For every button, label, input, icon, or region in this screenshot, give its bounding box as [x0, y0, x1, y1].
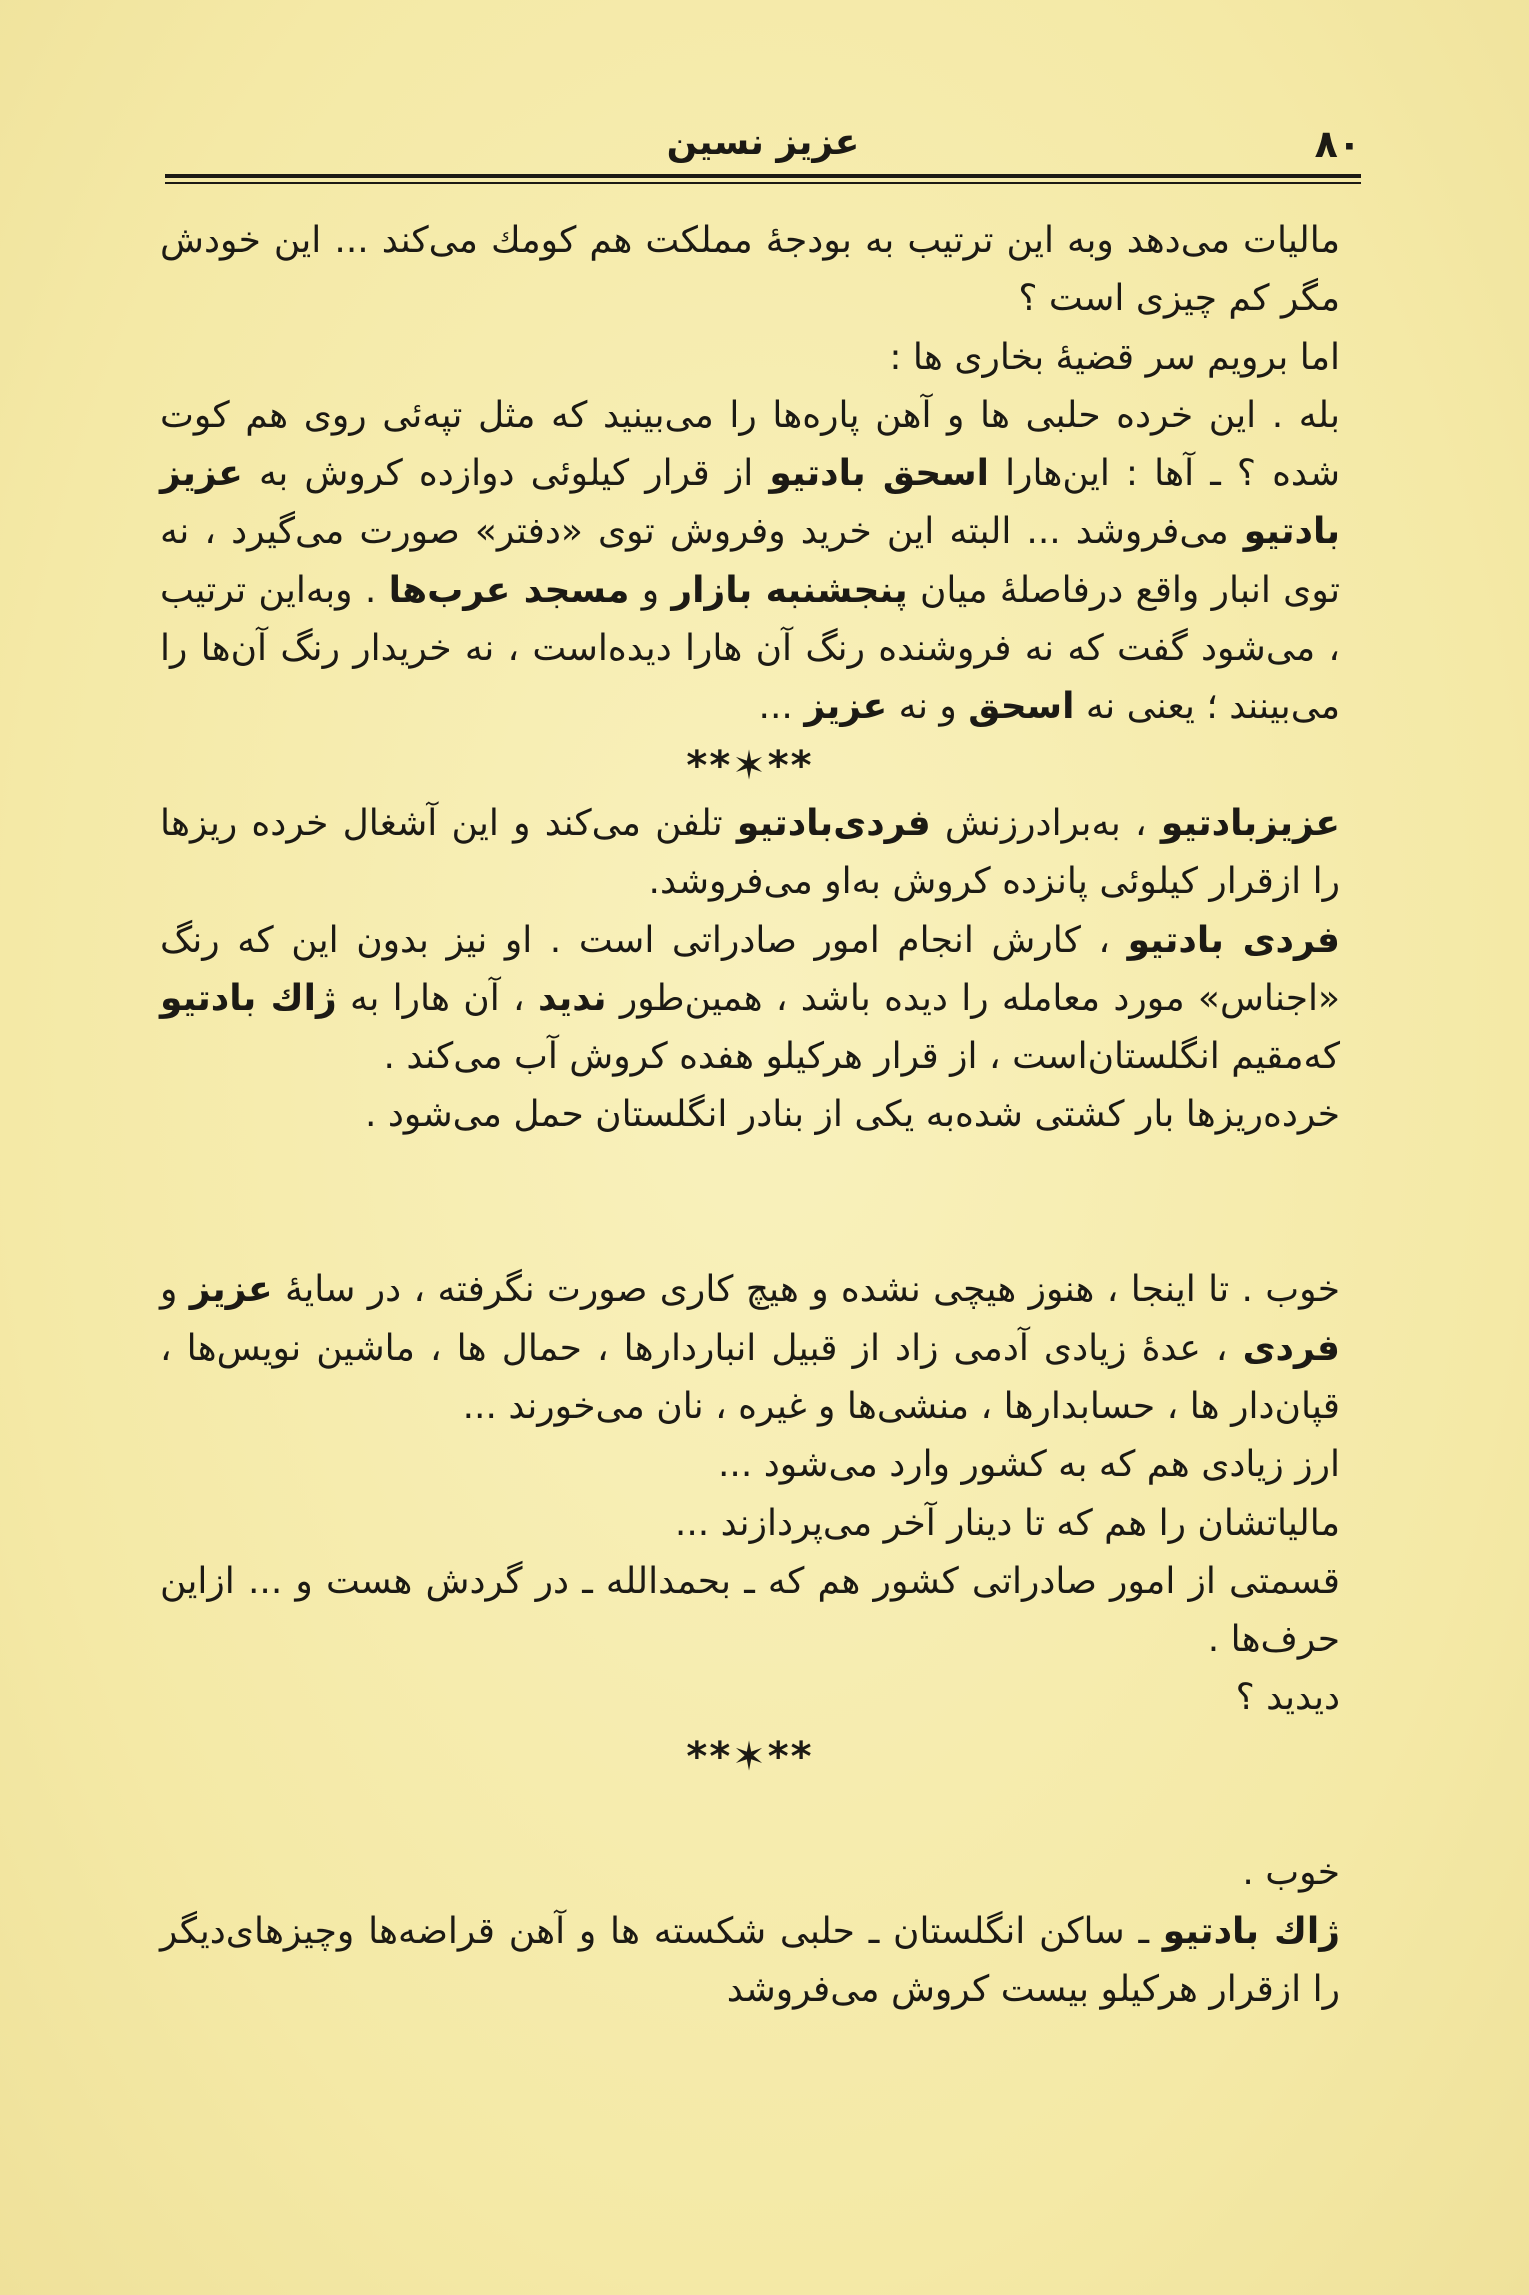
paragraph: دیدید ؟: [1235, 1677, 1340, 1719]
body-text: [160, 212, 1340, 2019]
running-title: عزیز نسین: [666, 122, 860, 163]
paragraph: خرده‌ریزها بار کشتی شده‌به یکی از بنادر انگلستان حمل می‌شود .: [364, 1094, 1340, 1136]
paragraph: مالیاتشان را هم که تا دینار آخر می‌پردازند ...: [674, 1502, 1340, 1544]
header-rule-thick: [165, 174, 1361, 178]
paragraph: فردی بادتیو ، کارش انجام امور صادراتی است . او نیز بدون این که رنگ «اجناس» مورد معامله را دیده باشد ، همین‌طور ندید ، آن هارا به ژاك بادتیو که‌مقیم انگلستان‌است ، از قرار هرکیلو هفده کروش آب می‌کند .: [160, 919, 1341, 1078]
page-number: ۸۰: [1314, 122, 1361, 166]
paragraph: خوب .: [1242, 1852, 1340, 1894]
blank-line: [160, 1786, 1340, 1844]
paragraph: قسمتی از امور صادراتی کشور هم که ـ بحمدالله ـ در گردش هست و ... ازاین حرف‌ها .: [160, 1560, 1340, 1661]
paragraph: عزیزبادتیو ، به‌برادرزنش فردی‌بادتیو تلفن می‌کند و این آشغال خرده ریزها را ازقرار کیلوئی پانزده کروش به‌او می‌فروشد.: [160, 802, 1341, 903]
paragraph: بله . این خرده حلبی ها و آهن پاره‌ها را می‌بینید که مثل تپه‌ئی روی هم کوت شده ؟ ـ آها : این‌هارا اسحق بادتیو از قرار کیلوئی دوازده کروش به عزیز بادتیو می‌فروشد ... البته این خرید وفروش توی «دفتر» صورت می‌گیرد ، نه توی انبار واقع درفاصلهٔ میان پنجشنبه بازار و مسجد عرب‌ها . وبه‌این ترتیب ، می‌شود گفت که نه فروشنده رنگ آن هارا دیده‌است ، نه خریدار رنگ آن‌ها را می‌بینند ؛ یعنی نه اسحق و نه عزیز ...: [160, 394, 1340, 728]
paragraph: خوب . تا اینجا ، هنوز هیچی نشده و هیچ کاری صورت نگرفته ، در سایهٔ عزیز و فردی ، عدهٔ زیادی آدمی زاد از قبیل انباردارها ، حمال ها ، ماشین نویس‌ها ، قپان‌دار ها ، حسابدارها ، منشی‌ها و غیره ، نان می‌خورند ...: [160, 1269, 1341, 1427]
header-rule-thin: [165, 182, 1361, 184]
paragraph: ژاك بادتیو ـ ساکن انگلستان ـ حلبی شکسته ها و آهن قراضه‌ها وچیزهای‌دیگر را ازقرار هرکیلو بیست کروش می‌فروشد: [160, 1910, 1340, 2010]
paragraph: اما برویم سر قضیهٔ بخاری ها :: [889, 336, 1340, 378]
paragraph: مالیات می‌دهد وبه این ترتیب به بودجهٔ مملکت هم کومك می‌کند ... این خودش مگر کم چیزی است ؟: [160, 220, 1340, 320]
paragraph: ارز زیادی هم که به کشور وارد می‌شود ...: [717, 1444, 1340, 1486]
page-header: [165, 122, 1361, 170]
section-separator: **✶**: [686, 1733, 814, 1780]
blank-line: [160, 1203, 1340, 1261]
blank-line: [160, 1145, 1340, 1203]
section-separator: **✶**: [686, 742, 814, 789]
